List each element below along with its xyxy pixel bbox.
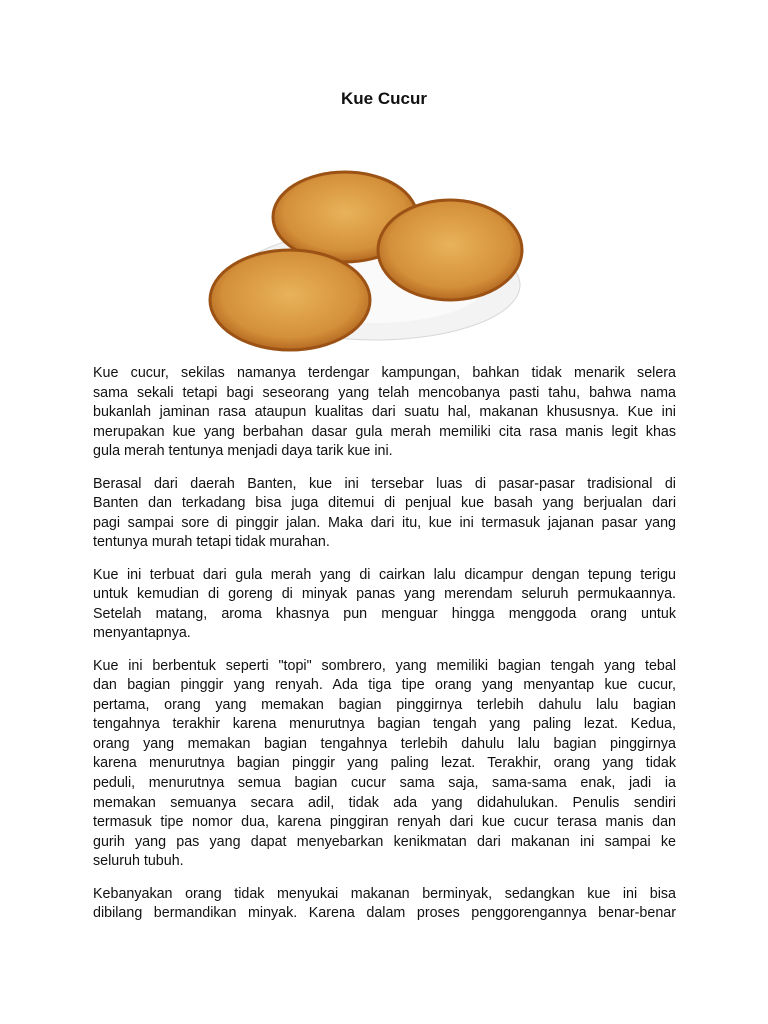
text-line: Setelah matang, aroma khasnya pun menguar hingga menggoda orang untuk <box>93 605 676 622</box>
kue-cucur-photo <box>205 145 525 355</box>
text-line: Berasal dari daerah Banten, kue ini tersebar luas di pasar-pasar tradisional di <box>93 475 676 492</box>
text-line: Kue ini berbentuk seperti "topi" sombrero, yang memiliki bagian tengah yang tebal <box>93 657 676 674</box>
text-line: pertama, orang yang memakan bagian pinggirnya terlebih dahulu lalu bagian <box>93 696 676 713</box>
paragraph <box>93 885 676 924</box>
text-line: orang yang memakan bagian tengahnya terlebih dahulu lalu bagian pinggirnya <box>93 735 676 752</box>
text-line: tentunya murah tetapi tidak murahan. <box>93 534 330 551</box>
cake-left <box>210 250 370 350</box>
text-line: gurih yang pas yang dapat menyebarkan kenikmatan dari makanan ini sampai ke <box>93 833 676 850</box>
document-body <box>93 364 676 936</box>
text-line: termasuk tipe nomor dua, karena pinggiran renyah dari kue cucur terasa manis dan <box>93 814 676 831</box>
text-line: tengahnya terakhir karena menurutnya bagian tengah yang paling lezat. Kedua, <box>93 716 676 733</box>
text-line: sama sekali tetapi bagi seseorang yang telah mencobanya pasti tahu, bahwa nama <box>93 384 676 401</box>
paragraph <box>93 475 676 553</box>
text-line: Kue ini terbuat dari gula merah yang di cairkan lalu dicampur dengan tepung terigu <box>93 566 676 583</box>
text-line: dibilang bermandikan minyak. Karena dalam proses penggorengannya benar-benar <box>93 905 676 922</box>
paragraph <box>93 364 676 462</box>
cake-right <box>378 200 522 300</box>
text-line: peduli, menurutnya semua bagian cucur sama saja, sama-sama enak, jadi ia <box>93 775 676 792</box>
paragraph <box>93 566 676 644</box>
document-title: Kue Cucur <box>341 89 427 108</box>
text-line: menyantapnya. <box>93 625 191 642</box>
paragraph <box>93 657 676 873</box>
text-line: merupakan kue yang berbahan dasar gula merah memiliki cita rasa manis legit khas <box>93 423 676 440</box>
text-line: seluruh tubuh. <box>93 853 184 870</box>
text-line: Banten dan terkadang bisa juga ditemui di penjual kue basah yang berjualan dari <box>93 495 676 512</box>
text-line: memakan semuanya secara adil, tidak ada yang didahulukan. Penulis sendiri <box>93 794 676 811</box>
text-line: bukanlah jaminan rasa ataupun kualitas dari suatu hal, makanan khususnya. Kue ini <box>93 404 676 421</box>
text-line: gula merah tentunya menjadi daya tarik kue ini. <box>93 443 393 460</box>
text-line: Kue cucur, sekilas namanya terdengar kampungan, bahkan tidak menarik selera <box>93 365 676 381</box>
text-line: karena menurutnya bagian pinggir yang paling lezat. Terakhir, orang yang tidak <box>93 755 676 772</box>
text-line: Kebanyakan orang tidak menyukai makanan berminyak, sedangkan kue ini bisa <box>93 885 676 902</box>
text-line: pagi sampai sore di pinggir jalan. Maka dari itu, kue ini termasuk jajanan pasar yang <box>93 514 676 531</box>
text-line: dan bagian pinggir yang renyah. Ada tiga tipe orang yang menyantap kue cucur, <box>93 677 676 694</box>
text-line: untuk kemudian di goreng di minyak panas yang merendam seluruh permukaannya. <box>93 586 676 603</box>
